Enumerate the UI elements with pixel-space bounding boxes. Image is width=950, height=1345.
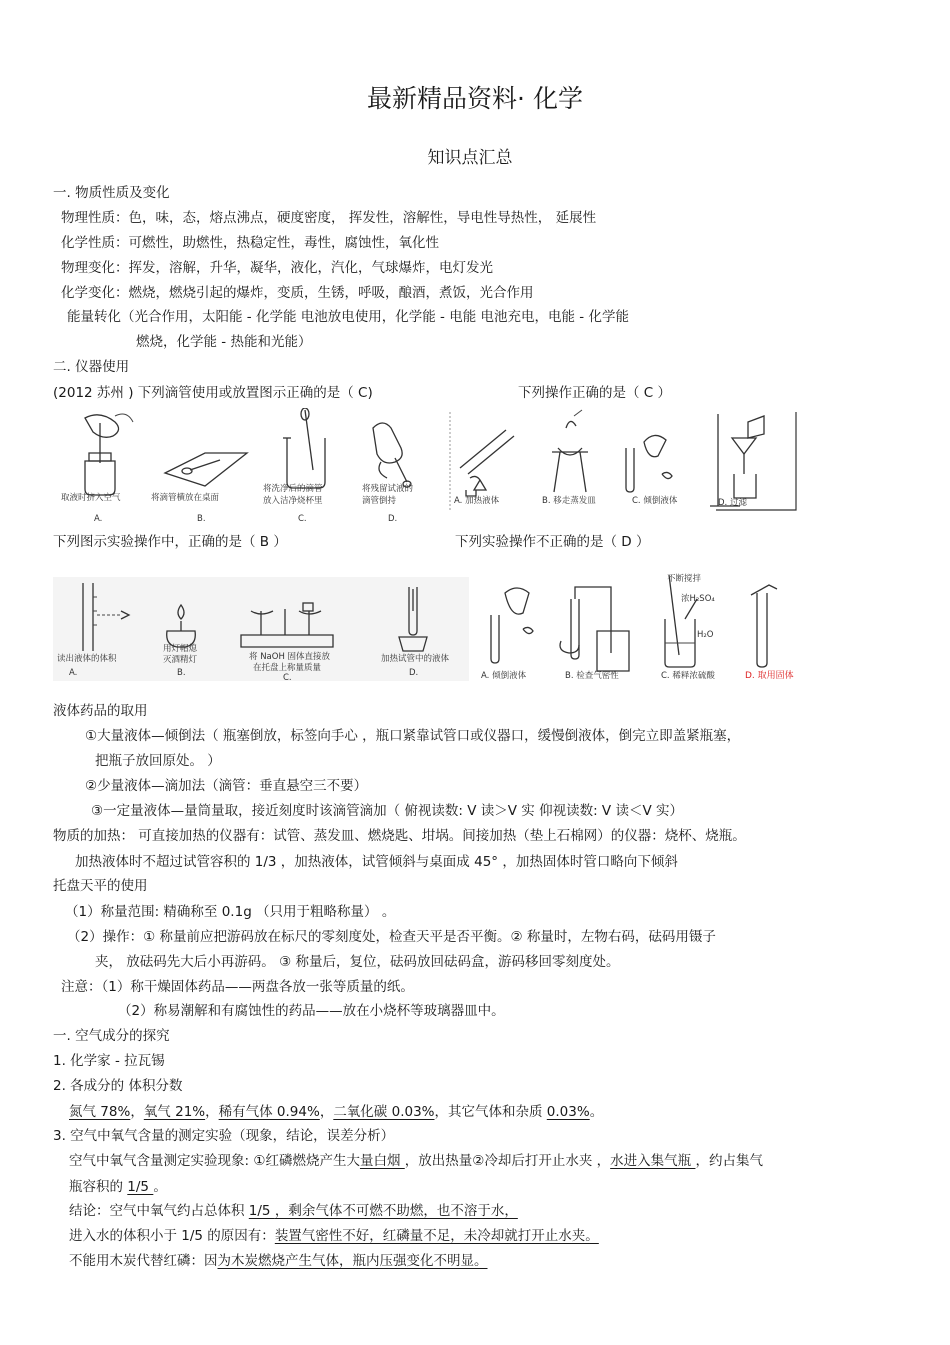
composition-line xyxy=(69,1103,603,1121)
page-title: 最新精品资料· 化学 xyxy=(367,84,583,113)
noble-gas-value: 稀有气体 0.94% xyxy=(218,1104,320,1120)
caption-text: 用灯帽熄 xyxy=(163,644,198,654)
section-heading: 一. 物质性质及变化 xyxy=(53,185,170,201)
caption-text: 将滴管横放在桌面 xyxy=(151,493,220,503)
text-line: 夹， 放砝码先大后小再游码。 ③ 称量后，复位，砝码放回砝码盒，游码移回零刻度处。 xyxy=(95,954,620,970)
caption-text: 灭酒精灯 xyxy=(163,655,198,665)
text-line: 燃烧，化学能 - 热能和光能） xyxy=(136,334,312,350)
underlined-answer: 水进入集气瓶 xyxy=(610,1153,696,1169)
option-letter: D. xyxy=(388,514,398,524)
text-line: 注意：（1）称干燥固体药品——两盘各放一张等质量的纸。 xyxy=(61,979,414,995)
figure-label: 浓H₂SO₄ xyxy=(681,594,715,604)
section-heading: 液体药品的取用 xyxy=(53,703,148,719)
caption-text: 滴管倒持 xyxy=(362,496,397,506)
separator: ， xyxy=(130,1104,144,1120)
nitrogen-value: 氮气 78% xyxy=(69,1104,131,1120)
page-subtitle: 知识点汇总 xyxy=(427,148,513,168)
experiment-line xyxy=(69,1152,763,1170)
caption-text: D. 过滤 xyxy=(718,498,747,508)
text-line: 物理性质：色，味，态，熔点沸点，硬度密度， 挥发性，溶解性，导电性导热性， 延展性 xyxy=(61,210,597,226)
separator: ， xyxy=(319,1104,334,1120)
text-line: 物理变化：挥发，溶解，升华，凝华，液化，汽化，气球爆炸，电灯发光 xyxy=(61,260,493,276)
text-segment: 空气中氧气含量测定实验现象: ①红磷燃烧产生大 xyxy=(69,1153,360,1169)
caption-text: 将洗净后的滴管 xyxy=(263,484,323,494)
text-line: 把瓶子放回原处。 ） xyxy=(95,753,221,769)
caption-text: B. 检查气密性 xyxy=(565,671,619,681)
caption-text: 在托盘上称量质量 xyxy=(253,663,322,673)
others-value: 0.03% xyxy=(546,1104,590,1120)
text-segment: 结论：空气中氧气约占总体积 xyxy=(69,1203,249,1219)
text-segment: ，约占集气 xyxy=(695,1153,763,1169)
underlined-answer: 为木炭燃烧产生气体，瓶内压强变化不明显。 xyxy=(217,1253,488,1269)
text-segment: 不能用木炭代替红磷：因 xyxy=(69,1253,218,1269)
text-line: ②少量液体—滴加法（滴管：垂直悬空三不要） xyxy=(85,778,368,794)
section-heading: 一. 空气成分的探究 xyxy=(53,1028,170,1044)
caption-text: A. 加热液体 xyxy=(454,496,500,506)
section-heading: 托盘天平的使用 xyxy=(53,878,148,894)
text-line: （2）称易潮解和有腐蚀性的药品——放在小烧杯等玻璃器皿中。 xyxy=(118,1003,505,1019)
text-line: 加热液体时不超过试管容积的 1/3 ，加热液体，试管倾斜与桌面成 45° ，加热固体时管口略向下倾斜 xyxy=(75,854,678,870)
question-text: 下列实验操作不正确的是（ D ） xyxy=(455,534,650,550)
operations-figure xyxy=(53,577,469,681)
text-line: 3. 空气中氧气含量的测定实验（现象，结论，误差分析） xyxy=(53,1128,395,1144)
co2-value: 二氧化碳 0.03% xyxy=(333,1104,435,1120)
dropper-figure xyxy=(55,408,448,530)
oxygen-value: 氧气 21% xyxy=(143,1104,206,1120)
text-line: ①大量液体—倾倒法（ 瓶塞倒放，标签向手心 ，瓶口紧靠试管口或仪器口，缓慢倒液体，倒完立即盖紧瓶塞， xyxy=(85,728,741,744)
underlined-answer: 1/5 xyxy=(248,1203,275,1219)
caption-text: 放入洁净烧杯里 xyxy=(263,496,323,506)
underlined-answer: 量白烟 xyxy=(359,1153,405,1169)
experiment-line xyxy=(69,1202,518,1220)
text-line: 能量转化（光合作用，太阳能 - 化学能 电池放电使用，化学能 - 电能 电池充电，电能 - 化学能 xyxy=(67,309,629,325)
underlined-answer: 装置气密性不好，红磷量不足，未冷却就打开止水夹。 xyxy=(274,1228,599,1244)
text-line: （2）操作：① 称量前应把游码放在标尺的零刻度处，检查天平是否平衡。② 称量时，左物右码，砝码用镊子 xyxy=(67,929,716,945)
underlined-answer: 1/5 xyxy=(127,1179,154,1195)
operations-figure xyxy=(448,408,800,512)
caption-text: C. 倾倒液体 xyxy=(632,496,678,506)
option-letter: A. xyxy=(69,668,78,678)
text-segment: 瓶容积的 xyxy=(69,1179,128,1195)
underlined-answer: ，剩余气体不可燃不助燃，也不溶于水， xyxy=(274,1203,518,1219)
text-line: ③一定量液体—量筒量取，接近刻度时该滴管滴加（ 俯视读数: V 读＞V 实 仰视读数: V 读＜V 实） xyxy=(91,803,683,819)
caption-text: 将残留试液的 xyxy=(362,484,414,494)
text-line: 化学变化：燃烧，燃烧引起的爆炸，变质，生锈，呼吸，酿酒，煮饭，光合作用 xyxy=(61,285,534,301)
option-letter: C. xyxy=(298,514,307,524)
text-line: 物质的加热： 可直接加热的仪器有：试管、蒸发皿、燃烧匙、坩埚。间接加热（垫上石棉网）的仪器：烧杯、烧瓶。 xyxy=(53,828,746,844)
text-segment: ，放出热量②冷却后打开止水夹 ， xyxy=(404,1153,611,1169)
experiment-line xyxy=(69,1178,167,1196)
caption-text: B. 移走蒸发皿 xyxy=(542,496,596,506)
option-letter: D. xyxy=(409,668,419,678)
caption-text: 加热试管中的液体 xyxy=(381,654,450,664)
experiment-line xyxy=(69,1227,599,1245)
section-heading: 二. 仪器使用 xyxy=(53,359,130,375)
caption-text: 读出液体的体积 xyxy=(57,654,117,664)
question-text: 下列图示实验操作中，正确的是（ B ） xyxy=(53,534,287,550)
caption-text: 取液时挤入空气 xyxy=(61,493,121,503)
question-text: (2012 苏州 ) 下列滴管使用或放置图示正确的是（ C) xyxy=(53,385,373,401)
operations-figure xyxy=(469,571,805,685)
others-label: ，其它气体和杂质 xyxy=(434,1104,547,1120)
caption-text: A. 倾倒液体 xyxy=(481,671,527,681)
separator: 。 xyxy=(589,1104,604,1120)
figure-label: H₂O xyxy=(697,630,714,640)
text-line: 化学性质：可燃性，助燃性，热稳定性，毒性，腐蚀性，氧化性 xyxy=(61,235,439,251)
figure-label: 不断搅拌 xyxy=(667,574,702,584)
experiment-line xyxy=(69,1252,488,1270)
option-letter: B. xyxy=(197,514,206,524)
option-letter: A. xyxy=(94,514,103,524)
option-letter: B. xyxy=(177,668,186,678)
caption-text: C. 稀释浓硫酸 xyxy=(661,671,715,681)
option-letter: C. xyxy=(283,673,292,681)
question-text: 下列操作正确的是（ C ） xyxy=(518,385,672,401)
text-line: 2. 各成分的 体积分数 xyxy=(53,1078,183,1094)
caption-text-red: D. 取用固体 xyxy=(745,671,794,681)
text-line: （1）称量范围: 精确称至 0.1g （只用于粗略称量） 。 xyxy=(65,904,396,920)
text-line: 1. 化学家 - 拉瓦锡 xyxy=(53,1053,165,1069)
caption-text: 将 NaOH 固体直接放 xyxy=(249,652,331,662)
text-segment: 进入水的体积小于 1/5 的原因有： xyxy=(69,1228,275,1244)
text-segment: 。 xyxy=(153,1179,167,1195)
separator: ， xyxy=(205,1104,219,1120)
